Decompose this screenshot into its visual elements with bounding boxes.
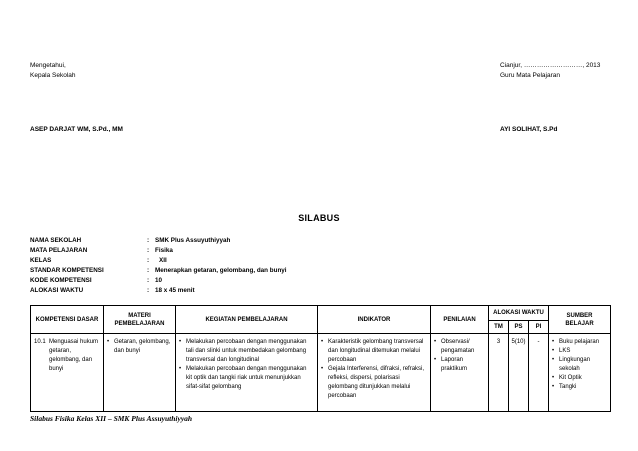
approval-right-line2: Guru Mata Pelajaran (500, 72, 560, 79)
headmaster-name: ASEP DARJAT WM, S.Pd., MM (30, 126, 123, 133)
list-item: • Laporan praktikum (434, 357, 468, 372)
header-kegiatan: KEGIATAN PEMBELAJARAN (176, 306, 318, 334)
info-key: KODE KOMPETENSI (30, 277, 92, 284)
list-item: • Karakteristik gelombang transversal dan longitudinal ditemukan melalui percobaan (321, 339, 424, 363)
bullet-icon: • (434, 339, 437, 345)
info-colon: : (147, 247, 150, 254)
bullet-icon: • (321, 366, 324, 372)
info-key: MATA PELAJARAN (30, 247, 88, 254)
info-key: ALOKASI WAKTU (30, 287, 84, 294)
bullet-icon: • (552, 348, 555, 354)
cell-sumber-belajar (549, 334, 611, 412)
cell-pi: - (529, 334, 549, 412)
header-materi: MATERI PEMBELAJARAN (104, 306, 176, 334)
bullet-icon: • (321, 339, 324, 345)
header-kompetensi-dasar: KOMPETENSI DASAR (31, 306, 104, 334)
bullet-icon: • (434, 357, 437, 363)
cell-kegiatan (176, 334, 318, 412)
info-key: STANDAR KOMPETENSI (30, 267, 104, 274)
info-colon: : (147, 267, 150, 274)
approval-date: Cianjur, ………………………, 2013 (500, 62, 601, 69)
list-item: • Lingkungan sekolah (552, 357, 591, 372)
cell-kompetensi-dasar (31, 334, 104, 412)
info-colon: : (147, 277, 150, 284)
bullet-icon: • (179, 339, 182, 345)
info-value: 10 (155, 277, 163, 284)
table-row (31, 334, 611, 412)
bullet-icon: • (552, 357, 555, 363)
info-key: NAMA SEKOLAH (30, 237, 82, 244)
kd-number: 10.1 (34, 339, 46, 345)
bullet-icon: • (552, 339, 555, 345)
footer-divider (30, 411, 610, 412)
cell-indikator (318, 334, 431, 412)
page-title: SILABUS (298, 213, 340, 223)
bullet-icon: • (107, 339, 110, 345)
info-value: Fisika (155, 247, 173, 254)
info-value: Menerapkan getaran, gelombang, dan bunyi (155, 267, 287, 274)
list-item: • Getaran, gelombang, dan bunyi (107, 339, 171, 354)
bullet-icon: • (552, 384, 555, 390)
approval-left-line1: Mengetahui, (30, 62, 66, 69)
cell-tm: 3 (489, 334, 509, 412)
list-item: • Melakukan percobaan dengan menggunakan kit optik dan tangki riak untuk menunjukkan sifat-sifat gelombang (179, 366, 307, 390)
cell-materi (104, 334, 176, 412)
list-item: • LKS (552, 348, 571, 354)
approval-left-line2: Kepala Sekolah (30, 72, 76, 79)
list-item: • Observasi/ pengamatan (434, 339, 475, 354)
bullet-icon: • (552, 375, 555, 381)
cell-ps: 5(10) (509, 334, 529, 412)
info-key: KELAS (30, 257, 52, 264)
info-colon: : (147, 257, 150, 264)
header-ps: PS (509, 321, 529, 334)
cell-penilaian (431, 334, 489, 412)
syllabus-table (30, 305, 611, 412)
list-item: • Kit Optik (552, 375, 582, 381)
bullet-icon: • (179, 366, 182, 372)
header-sumber-belajar: SUMBER BELAJAR (549, 306, 611, 334)
info-colon: : (147, 237, 150, 244)
header-penilaian: PENILAIAN (431, 306, 489, 334)
list-item: • Gejala Interferensi, difraksi, refraksi, refleksi, dispersi, polarisasi gelombang ditunjukkan melalui percobaan (321, 366, 425, 399)
list-item: • Tangki (552, 384, 577, 390)
header-indikator: INDIKATOR (318, 306, 431, 334)
info-value: SMK Plus Assuyuthiyyah (155, 237, 231, 244)
header-pi: PI (529, 321, 549, 334)
list-item: • Buku pelajaran (552, 339, 600, 345)
header-alokasi-waktu: ALOKASI WAKTU (489, 306, 549, 321)
info-colon: : (147, 287, 150, 294)
list-item: • Melakukan percobaan dengan menggunakan tali dan slinki untuk membedakan gelombang transversal dan longitudinal (179, 339, 307, 363)
header-tm: TM (489, 321, 509, 334)
teacher-name: AYI SOLIHAT, S.Pd (500, 126, 558, 133)
kd-text: Menguasai hukum getaran, gelombang, dan bunyi (49, 339, 99, 372)
page-footer: Silabus Fisika Kelas XII – SMK Plus Assuyuthiyyah (30, 414, 193, 423)
info-value: XII (159, 257, 167, 264)
info-value: 18 x 45 menit (155, 287, 195, 294)
